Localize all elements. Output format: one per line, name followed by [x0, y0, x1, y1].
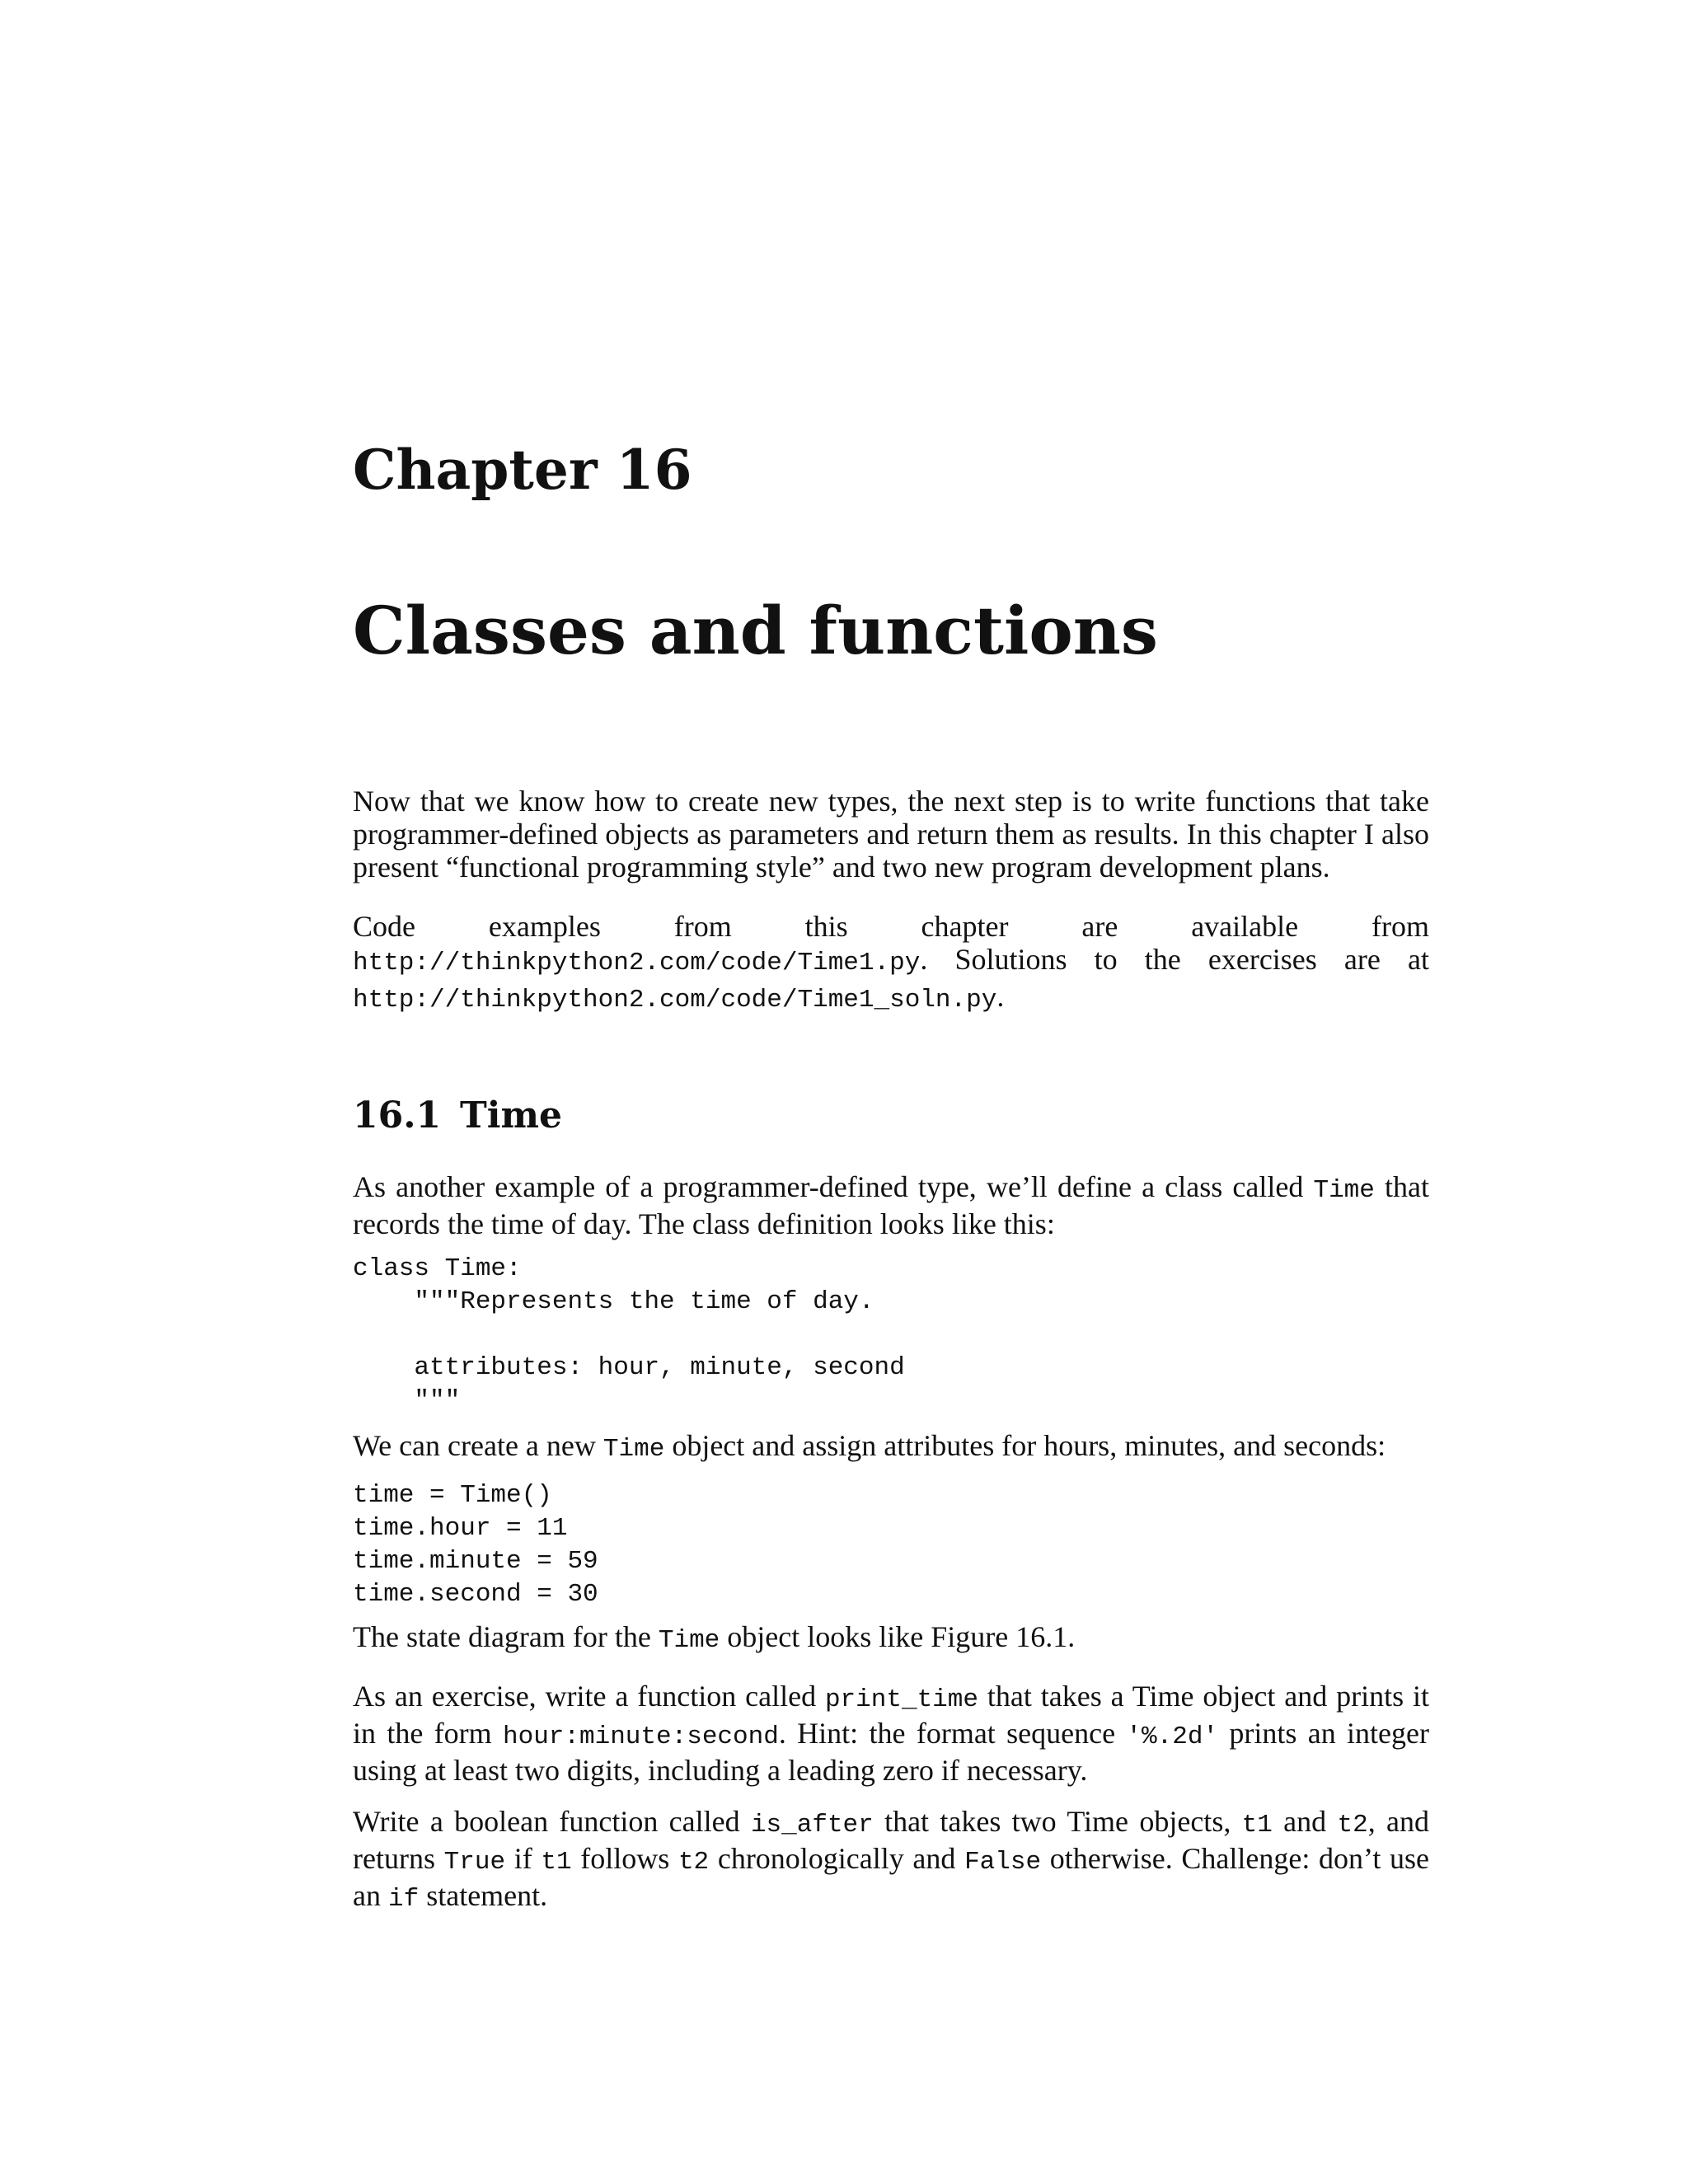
inline-code-t1: t1	[541, 1848, 572, 1877]
time1-link[interactable]: http://thinkpython2.com/code/Time1.py	[353, 949, 921, 977]
intro-text: Now that we know how to create new types, the next step is to write functions that take programmer-defined objects as parameters and return them as results. In this chapter I also present “functional programming style” and two new program development plans.	[353, 785, 1429, 883]
inline-code-time: Time	[603, 1435, 665, 1464]
class-intro-paragraph	[353, 1170, 1429, 1240]
intro-paragraph-1	[353, 785, 1429, 883]
inline-code-format-sequence: '%.2d'	[1126, 1722, 1219, 1751]
class-intro-text: As another example of a programmer-defined type, we’ll define a class called	[353, 1170, 1314, 1203]
inline-code-if: if	[387, 1885, 420, 1914]
section-number: 16.1	[353, 1094, 442, 1137]
section-title: Time	[460, 1094, 563, 1137]
intro-links-prefix: Code examples from this chapter are available from	[353, 910, 1429, 943]
class-intro-text-end: that records the time of day. The class definition looks like this:	[353, 1170, 1430, 1240]
inline-code-time: Time	[658, 1626, 720, 1655]
code-block-attribute-assignment: time = Time() time.hour = 11 time.minute = 59 time.second = 30	[353, 1481, 598, 1609]
intro-paragraph-2	[353, 910, 1429, 1017]
section-heading	[353, 1093, 562, 1139]
exercise-is-after-paragraph: Write a boolean function called is_after that takes two Time objects, t1 and t2, and returns True if t1 follows t2 chronologically and False otherwise. Challenge: don’t use an if statement.	[353, 1805, 1429, 1914]
create-object-text: We can create a new	[353, 1429, 603, 1462]
inline-code-t2: t2	[678, 1848, 710, 1877]
inline-code-is-after: is_after	[750, 1811, 874, 1840]
intro-links-middle: . Solutions to the exercises are at	[920, 943, 1429, 976]
intro-links-suffix: .	[996, 980, 1005, 1013]
inline-code-t2: t2	[1337, 1811, 1368, 1840]
chapter-title: Classes and functions	[353, 592, 1158, 669]
exercise-print-time-paragraph: As an exercise, write a function called print_time that takes a Time object and prints it in the form hour:minute:second. Hint: the format sequence '%.2d' prints an integer using at least two digits, including a leading zero if necessary.	[353, 1680, 1429, 1787]
state-diagram-text: The state diagram for the	[353, 1620, 659, 1653]
state-diagram-text-end: object looks like Figure 16.1.	[720, 1620, 1076, 1653]
inline-code-false: False	[964, 1848, 1042, 1877]
chapter-label: Chapter 16	[353, 438, 692, 502]
inline-code-t1: t1	[1241, 1811, 1273, 1840]
inline-code-time: Time	[1313, 1176, 1375, 1205]
state-diagram-paragraph	[353, 1620, 1429, 1657]
intro-links-text	[353, 910, 1429, 1017]
time1-soln-link[interactable]: http://thinkpython2.com/code/Time1_soln.py	[353, 986, 997, 1015]
inline-code-time-format: hour:minute:second	[502, 1722, 779, 1751]
inline-code-true: True	[443, 1848, 506, 1877]
inline-code-print-time: print_time	[824, 1685, 978, 1714]
code-block-class-definition: class Time: """Represents the time of day. attributes: hour, minute, second """	[353, 1254, 905, 1415]
create-object-text-end: object and assign attributes for hours, minutes, and seconds:	[664, 1429, 1386, 1462]
create-object-paragraph	[353, 1429, 1429, 1466]
